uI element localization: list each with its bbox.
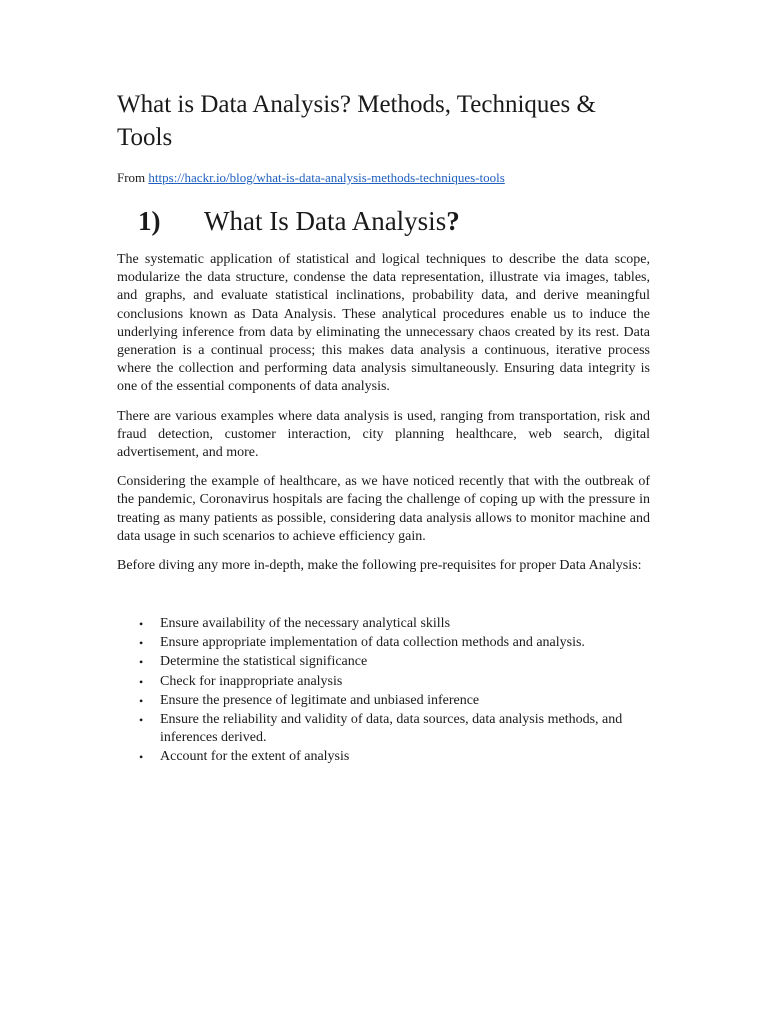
list-item-text: Ensure the presence of legitimate and unbiased inference	[160, 692, 480, 708]
list-item	[117, 615, 650, 634]
list-item	[117, 711, 650, 748]
list-item-text: Ensure the reliability and validity of data, data sources, data analysis methods, and inferences derived.	[160, 711, 623, 746]
list-item-text: Determine the statistical significance	[160, 654, 368, 670]
section-title-text: What Is Data Analysis	[204, 206, 447, 236]
list-item-text: Check for inappropriate analysis	[160, 673, 343, 689]
source-link[interactable]: https://hackr.io/blog/what-is-data-analysis-methods-techniques-tools	[148, 170, 505, 185]
list-item-text: Account for the extent of analysis	[160, 749, 350, 765]
document-page	[117, 88, 650, 767]
source-line	[117, 170, 650, 186]
list-item	[117, 673, 650, 692]
bullet-icon: •	[139, 655, 144, 670]
list-item	[117, 634, 650, 653]
list-item	[117, 748, 650, 767]
paragraph-healthcare: Considering the example of healthcare, as we have noticed recently that with the outbreak of the pandemic, Coronavirus hospitals are facing the challenge of coping up with the pressure in treating as many patients as possible, considering data analysis allows to monitor machine and data usage in such scenarios to achieve efficiency gain.	[117, 474, 650, 544]
bullet-icon: •	[139, 617, 144, 632]
section-title	[204, 204, 460, 238]
paragraph-prerequisites-intro: Before diving any more in-depth, make the following pre-requisites for proper Data Analysis:	[117, 558, 642, 574]
list-item	[117, 653, 650, 672]
prerequisites-list	[117, 615, 650, 767]
bullet-icon: •	[139, 693, 144, 708]
section-title-mark: ?	[446, 206, 460, 236]
list-item-text: Ensure availability of the necessary analytical skills	[160, 616, 451, 632]
bullet-icon: •	[139, 750, 144, 765]
source-prefix: From	[117, 170, 149, 185]
paragraph-definition: The systematic application of statistical and logical techniques to describe the data scope, modularize the data structure, condense the data representation, illustrate via images, tables, and graphs, and evaluate statistical inclinations, probability data, and derive meaningful conclusions known as Data Analysis. These analytical procedures enable us to induce the underlying inference from data by eliminating the unnecessary chaos created by its rest. Data generation is a continual process; this makes data analysis a continuous, iterative process where the collection and performing data analysis simultaneously. Ensuring data integrity is one of the essential components of data analysis.	[117, 252, 650, 395]
section-heading	[117, 204, 650, 238]
bullet-icon: •	[139, 636, 144, 651]
bullet-icon: •	[139, 674, 144, 689]
document-title: What is Data Analysis? Methods, Techniques & Tools	[117, 91, 596, 151]
bullet-icon: •	[139, 712, 144, 727]
paragraph-examples: There are various examples where data analysis is used, ranging from transportation, risk and fraud detection, customer interaction, city planning healthcare, web search, digital advertisement, and more.	[117, 408, 650, 461]
list-item	[117, 692, 650, 711]
section-number: 1)	[138, 206, 161, 236]
list-item-text: Ensure appropriate implementation of data collection methods and analysis.	[160, 635, 585, 651]
